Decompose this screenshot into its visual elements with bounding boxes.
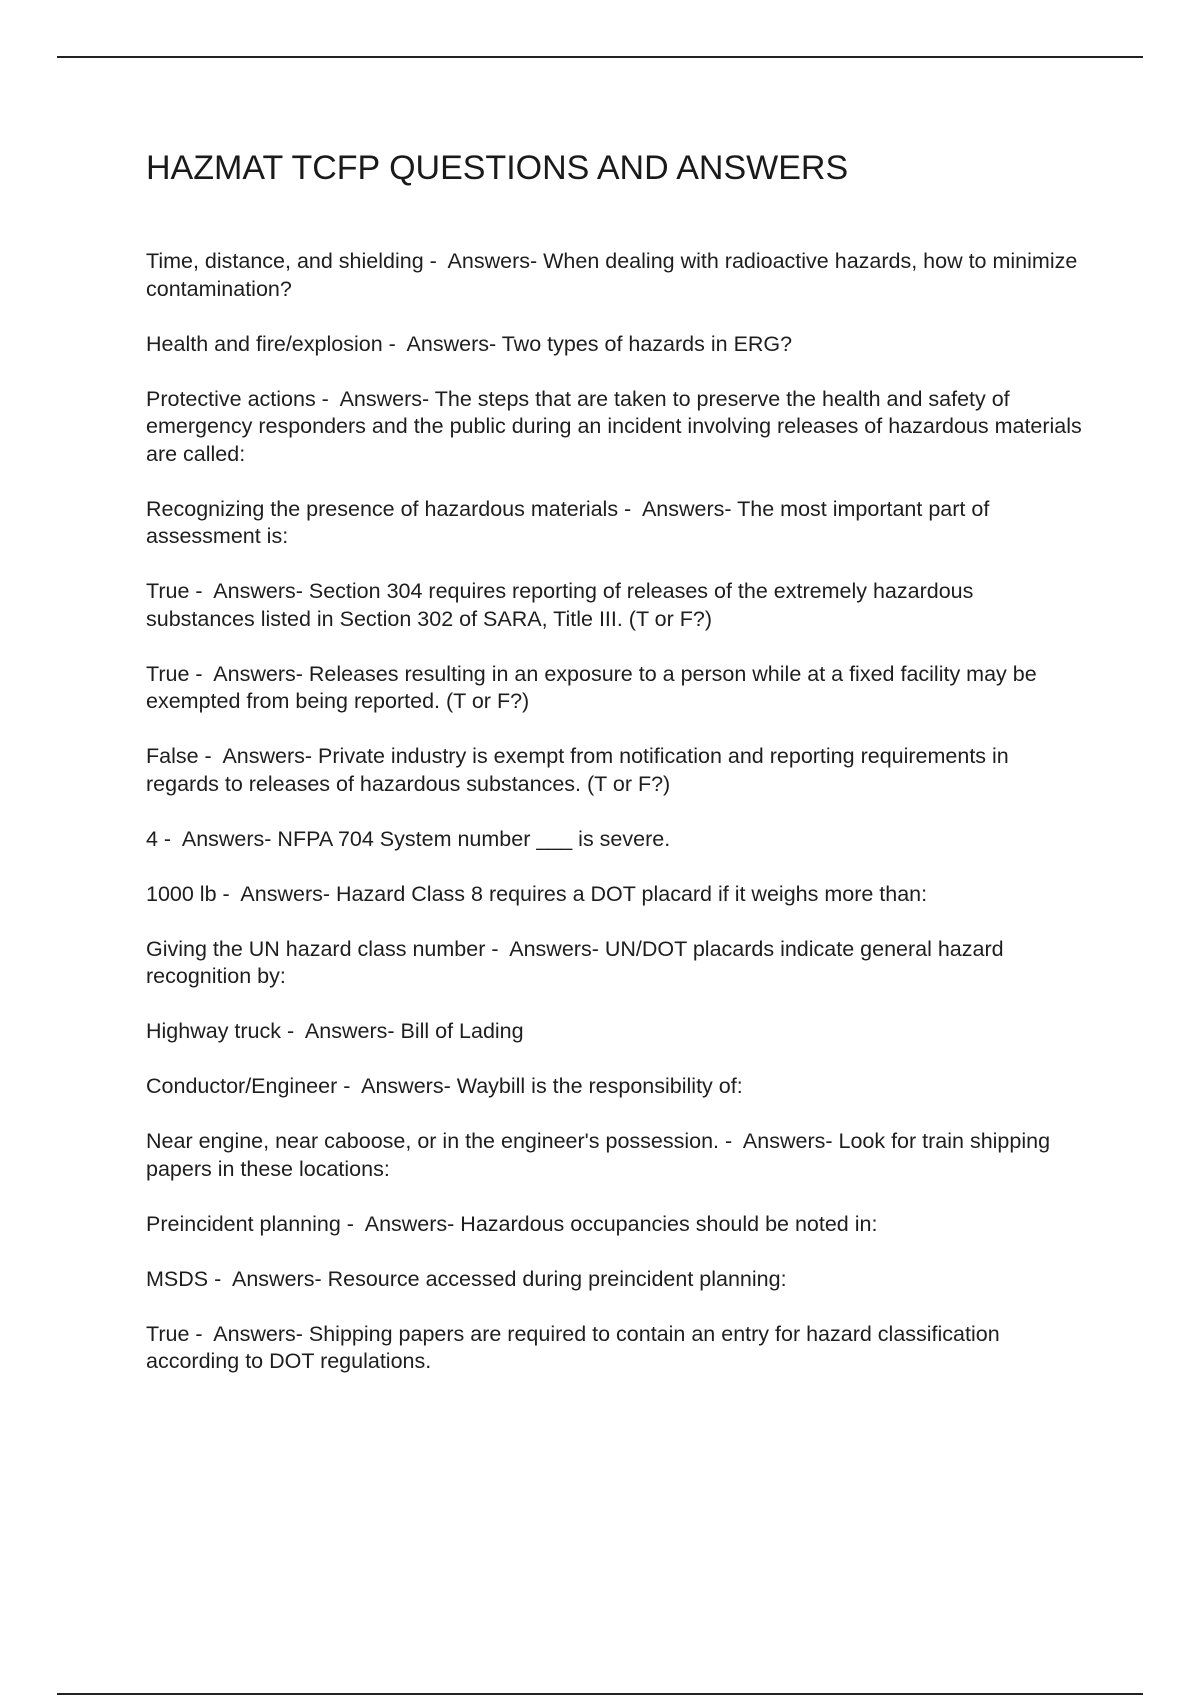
qa-item-7: False - Answers- Private industry is exempt from notification and reporting requirements in regards to releases of hazardous substances. (T or F?) [146,744,1015,796]
bottom-rule [57,1693,1143,1695]
qa-list [146,248,1086,1376]
qa-item-10: Giving the UN hazard class number - Answers- UN/DOT placards indicate general hazard recognition by: [146,936,1010,988]
qa-item-2: Health and fire/explosion - Answers- Two types of hazards in ERG? [146,331,793,356]
qa-item-1: Time, distance, and shielding - Answers- When dealing with radioactive hazards, how to minimize contamination? [146,249,1084,301]
top-rule [57,56,1143,58]
qa-item-8: 4 - Answers- NFPA 704 System number ___ is severe. [146,826,671,851]
qa-item-4: Recognizing the presence of hazardous materials - Answers- The most important part of assessment is: [146,496,996,548]
qa-item-14: Preincident planning - Answers- Hazardous occupancies should be noted in: [146,1211,878,1236]
qa-item-6: True - Answers- Releases resulting in an exposure to a person while at a fixed facility may be exempted from being reported. (T or F?) [146,661,1043,713]
qa-item-9: 1000 lb - Answers- Hazard Class 8 requires a DOT placard if it weighs more than: [146,881,928,906]
document-body [146,138,1086,1403]
qa-item-11: Highway truck - Answers- Bill of Lading [146,1019,524,1043]
qa-item-15: MSDS - Answers- Resource accessed during preincident planning: [146,1266,787,1291]
qa-item-12: Conductor/Engineer - Answers- Waybill is the responsibility of: [146,1074,743,1098]
qa-item-16: True - Answers- Shipping papers are required to contain an entry for hazard classification according to DOT regulations. [146,1321,1006,1373]
document-title: HAZMAT TCFP QUESTIONS AND ANSWERS [146,149,849,187]
qa-item-5: True - Answers- Section 304 requires reporting of releases of the extremely hazardous substances listed in Section 302 of SARA, Title III. (T or F?) [146,579,980,631]
qa-item-3: Protective actions - Answers- The steps that are taken to preserve the health and safety of emergency responders and the public during an incident involving releases of hazardous materials are called: [146,386,1088,466]
qa-item-13: Near engine, near caboose, or in the engineer's possession. - Answers- Look for train shipping papers in these locations: [146,1129,1057,1181]
